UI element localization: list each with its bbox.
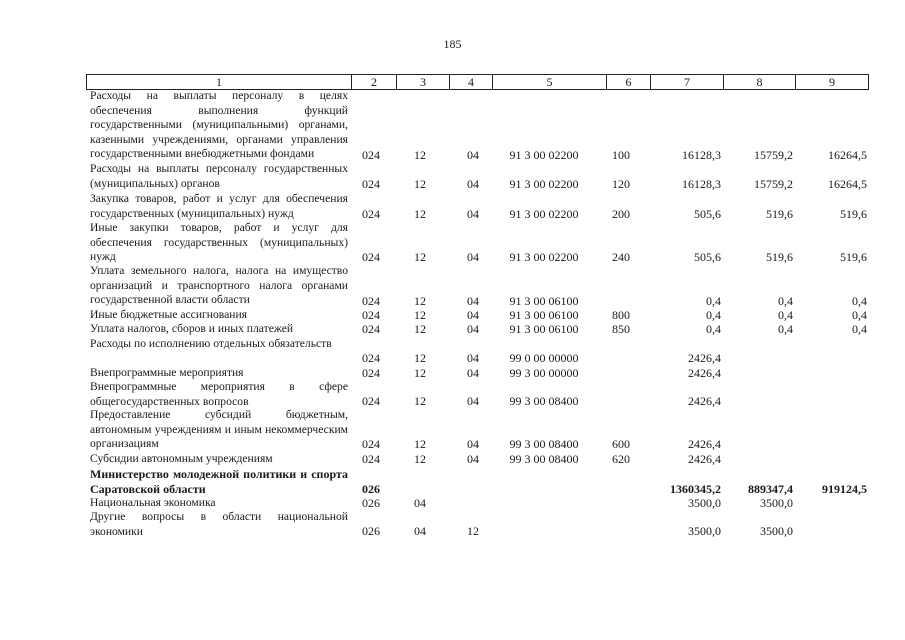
cell-col6: 200 (612, 207, 630, 221)
cell-col8: 889347,4 (748, 482, 793, 496)
cell-col7: 3500,0 (688, 496, 721, 510)
cell-col5: 91 3 00 02200 (509, 148, 579, 162)
cell-col4: 04 (467, 148, 479, 162)
column-header-7: 7 (650, 75, 723, 89)
cell-col7: 3500,0 (688, 524, 721, 538)
cell-col9: 519,6 (840, 250, 867, 264)
row-description: Расходы на выплаты персоналу в целях обеспечения выполнения функций государственными (муниципальными) органами, казенными учреждениями, органами управления государственными внебюджетными фондами (90, 89, 348, 161)
cell-col8: 519,6 (766, 207, 793, 221)
cell-col7: 2426,4 (688, 366, 721, 380)
cell-col4: 04 (467, 322, 479, 336)
cell-col7: 0,4 (706, 322, 721, 336)
cell-col5: 99 3 00 08400 (509, 394, 579, 408)
column-header-4: 4 (449, 75, 492, 89)
cell-col2: 026 (362, 482, 380, 496)
cell-col9: 519,6 (840, 207, 867, 221)
cell-col7: 2426,4 (688, 394, 721, 408)
cell-col2: 024 (362, 366, 380, 380)
cell-col7: 0,4 (706, 294, 721, 308)
cell-col2: 024 (362, 322, 380, 336)
row-description-ministry: Министерство молодежной политики и спорта Саратовской области (90, 467, 348, 496)
cell-col2: 024 (362, 351, 380, 365)
cell-col4: 04 (467, 207, 479, 221)
cell-col3: 12 (414, 148, 426, 162)
row-description: Иные закупки товаров, работ и услуг для обеспечения государственных (муниципальных) нужд (90, 221, 348, 264)
cell-col3: 12 (414, 437, 426, 451)
cell-col3: 12 (414, 322, 426, 336)
row-description: Иные бюджетные ассигнования (90, 308, 247, 321)
cell-col2: 024 (362, 394, 380, 408)
cell-col3: 12 (414, 207, 426, 221)
cell-col9: 16264,5 (828, 148, 867, 162)
column-header-5: 5 (492, 75, 606, 89)
cell-col5: 91 3 00 06100 (509, 322, 579, 336)
cell-col7: 0,4 (706, 308, 721, 322)
cell-col4: 04 (467, 437, 479, 451)
row-description: Расходы на выплаты персоналу государственных (муниципальных) органов (90, 162, 348, 190)
column-header-8: 8 (723, 75, 795, 89)
cell-col5: 91 3 00 02200 (509, 177, 579, 191)
cell-col7: 505,6 (694, 207, 721, 221)
cell-col5: 99 3 00 00000 (509, 366, 579, 380)
cell-col3: 04 (414, 496, 426, 510)
cell-col6: 800 (612, 308, 630, 322)
cell-col2: 024 (362, 250, 380, 264)
column-header-1: 1 (216, 75, 222, 89)
cell-col3: 12 (414, 250, 426, 264)
cell-col8: 0,4 (778, 308, 793, 322)
cell-col8: 15759,2 (754, 148, 793, 162)
cell-col3: 04 (414, 524, 426, 538)
cell-col4: 04 (467, 452, 479, 466)
cell-col2: 026 (362, 496, 380, 510)
cell-col3: 12 (414, 394, 426, 408)
cell-col2: 024 (362, 207, 380, 221)
cell-col3: 12 (414, 351, 426, 365)
cell-col9: 0,4 (852, 322, 867, 336)
row-description: Закупка товаров, работ и услуг для обеспечения государственных (муниципальных) нужд (90, 192, 348, 220)
cell-col8: 0,4 (778, 294, 793, 308)
cell-col8: 3500,0 (760, 524, 793, 538)
cell-col7: 2426,4 (688, 351, 721, 365)
cell-col8: 15759,2 (754, 177, 793, 191)
cell-col7: 2426,4 (688, 437, 721, 451)
cell-col2: 024 (362, 308, 380, 322)
column-header-2: 2 (351, 75, 396, 89)
cell-col4: 04 (467, 308, 479, 322)
cell-col8: 0,4 (778, 322, 793, 336)
cell-col6: 120 (612, 177, 630, 191)
cell-col8: 3500,0 (760, 496, 793, 510)
cell-col4: 04 (467, 394, 479, 408)
cell-col6: 620 (612, 452, 630, 466)
row-description: Внепрограммные мероприятия (90, 366, 244, 379)
cell-col6: 850 (612, 322, 630, 336)
cell-col6: 240 (612, 250, 630, 264)
cell-col6: 100 (612, 148, 630, 162)
cell-col9: 16264,5 (828, 177, 867, 191)
cell-col2: 024 (362, 294, 380, 308)
cell-col4: 04 (467, 366, 479, 380)
cell-col4: 04 (467, 177, 479, 191)
column-header-3: 3 (396, 75, 449, 89)
page-number: 185 (443, 37, 462, 51)
row-description: Уплата земельного налога, налога на имущество организаций и транспортного налога органами государственной власти области (90, 264, 348, 307)
cell-col7: 505,6 (694, 250, 721, 264)
cell-col9: 0,4 (852, 308, 867, 322)
cell-col3: 12 (414, 294, 426, 308)
column-header-6: 6 (606, 75, 650, 89)
row-description: Уплата налогов, сборов и иных платежей (90, 322, 294, 335)
row-description: Национальная экономика (90, 496, 216, 509)
cell-col5: 91 3 00 06100 (509, 308, 579, 322)
cell-col9: 0,4 (852, 294, 867, 308)
cell-col7: 2426,4 (688, 452, 721, 466)
cell-col5: 91 3 00 06100 (509, 294, 579, 308)
cell-col3: 12 (414, 366, 426, 380)
row-description: Субсидии автономным учреждениям (90, 452, 273, 465)
cell-col2: 026 (362, 524, 380, 538)
cell-col4: 12 (467, 524, 479, 538)
cell-col4: 04 (467, 250, 479, 264)
cell-col2: 024 (362, 452, 380, 466)
cell-col5: 99 0 00 00000 (509, 351, 579, 365)
row-description: Другие вопросы в области национальной экономики (90, 510, 348, 538)
cell-col8: 519,6 (766, 250, 793, 264)
cell-col5: 99 3 00 08400 (509, 437, 579, 451)
cell-col3: 12 (414, 452, 426, 466)
cell-col7: 1360345,2 (670, 482, 721, 496)
row-description: Расходы по исполнению отдельных обязательств (90, 337, 332, 350)
column-header-9: 9 (795, 75, 868, 89)
row-description: Внепрограммные мероприятия в сфере общегосударственных вопросов (90, 380, 348, 408)
column-header-row (86, 74, 869, 90)
cell-col2: 024 (362, 148, 380, 162)
cell-col3: 12 (414, 177, 426, 191)
row-description: Предоставление субсидий бюджетным, автономным учреждениям и иным некоммерческим организациям (90, 408, 348, 451)
cell-col5: 99 3 00 08400 (509, 452, 579, 466)
cell-col9: 919124,5 (822, 482, 867, 496)
cell-col2: 024 (362, 177, 380, 191)
cell-col7: 16128,3 (682, 148, 721, 162)
cell-col5: 91 3 00 02200 (509, 207, 579, 221)
cell-col3: 12 (414, 308, 426, 322)
cell-col7: 16128,3 (682, 177, 721, 191)
cell-col5: 91 3 00 02200 (509, 250, 579, 264)
cell-col6: 600 (612, 437, 630, 451)
cell-col4: 04 (467, 294, 479, 308)
cell-col2: 024 (362, 437, 380, 451)
cell-col4: 04 (467, 351, 479, 365)
